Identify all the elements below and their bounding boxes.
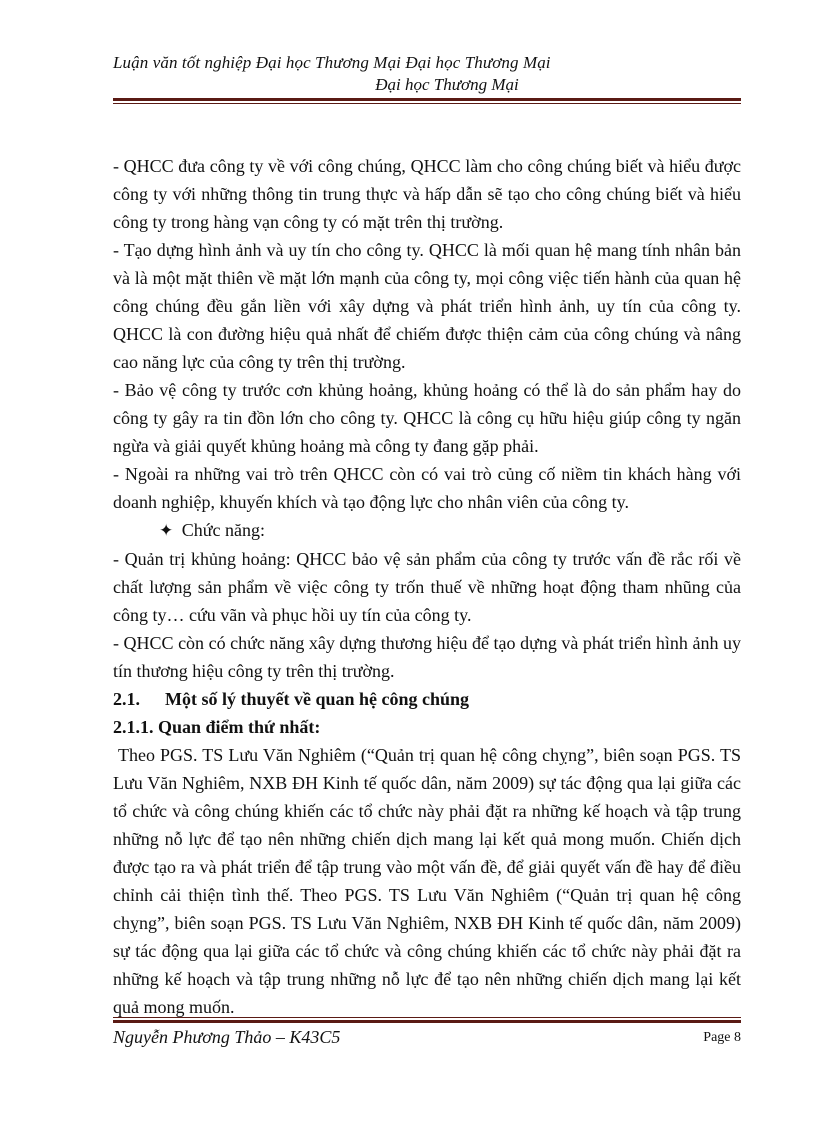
header-rule-top <box>113 98 741 101</box>
paragraph: Theo PGS. TS Lưu Văn Nghiêm (“Quản trị quan hệ công chỵng”, biên soạn PGS. TS Lưu Văn Nghiêm, NXB ĐH Kinh tế quốc dân, năm 2009) sự tác động qua lại giữa các tổ chức và công chúng khiến các tổ chức này phải đặt ra những kế hoạch và tập trung những nỗ lực để tạo nên những chiến dịch mang lại kết quả mong muốn. Chiến dịch được tạo ra và phát triển để tập trung vào một vấn đề, để giải quyết vấn đề hay để điều chỉnh cải thiện tình thế. Theo PGS. TS Lưu Văn Nghiêm (“Quản trị quan hệ công chỵng”, biên soạn PGS. TS Lưu Văn Nghiêm, NXB ĐH Kinh tế quốc dân, năm 2009) sự tác động qua lại giữa các tổ chức và công chúng khiến các tổ chức này phải đặt ra những kế hoạch và tập trung những nỗ lực để tạo nên những chiến dịch mang lại kết quả mong muốn. <box>113 745 741 1017</box>
footer-rule-bottom <box>113 1020 741 1023</box>
paragraph: - Tạo dựng hình ảnh và uy tín cho công ty. QHCC là mối quan hệ mang tính nhân bản và là một mặt thiên về mặt lớn mạnh của công ty, mọi công việc tiến hành của quan hệ công chúng đều gắn liền với xây dựng và phát triển hình ảnh, uy tín của công ty. QHCC là con đường hiệu quả nhất để chiếm được thiện cảm của công chúng và nâng cao năng lực của công ty trên thị trường. <box>113 240 741 372</box>
star-bullet-icon: ✦ <box>159 521 174 541</box>
footer-rule-top <box>113 1017 741 1018</box>
section-label <box>113 516 741 545</box>
subsection-heading: 2.1.1. Quan điểm thứ nhất: <box>113 717 321 737</box>
header-rule-bottom <box>113 103 741 104</box>
section-heading <box>113 685 741 713</box>
section-heading-number: 2.1. <box>113 689 140 709</box>
paragraph: - Ngoài ra những vai trò trên QHCC còn có vai trò củng cố niềm tin khách hàng với doanh nghiệp, khuyến khích và tạo động lực cho nhân viên của công ty. <box>113 464 741 512</box>
header-title-line2: Đại học Thương Mại <box>375 75 519 94</box>
section-label-text: Chức năng: <box>181 520 265 540</box>
paragraph: - QHCC còn có chức năng xây dựng thương hiệu để tạo dựng và phát triển hình ảnh uy tín thương hiệu công ty trên thị trường. <box>113 633 741 681</box>
footer-author: Nguyễn Phương Thảo – K43C5 <box>113 1027 341 1047</box>
paragraph: - Bảo vệ công ty trước cơn khủng hoảng, khủng hoảng có thể là do sản phẩm hay do công ty gây ra tin đồn lớn cho công ty. QHCC là công cụ hữu hiệu giúp công ty ngăn ngừa và giải quyết khủng hoảng mà công ty đang gặp phải. <box>113 380 741 456</box>
paragraph: - Quản trị khủng hoảng: QHCC bảo vệ sản phẩm của công ty trước vấn đề rắc rối về chất lượng sản phẩm về việc công ty trốn thuế về những hoạt động tham nhũng của công ty… cứu vãn và phục hồi uy tín của công ty. <box>113 549 741 625</box>
paragraph: - QHCC đưa công ty về với công chúng, QHCC làm cho công chúng biết và hiểu được công ty với những thông tin trung thực và hấp dẫn sẽ tạo cho công chúng biết và hiểu công ty trong hàng vạn công ty có mặt trên thị trường. <box>113 156 741 232</box>
document-body <box>113 152 741 1021</box>
page-number: Page 8 <box>703 1030 741 1045</box>
section-heading-text: Một số lý thuyết về quan hệ công chúng <box>165 689 470 709</box>
page-header <box>113 52 741 96</box>
header-title-line1: Luận văn tốt nghiệp Đại học Thương Mại Đại học Thương Mại <box>113 53 551 72</box>
page-footer <box>113 1027 741 1051</box>
